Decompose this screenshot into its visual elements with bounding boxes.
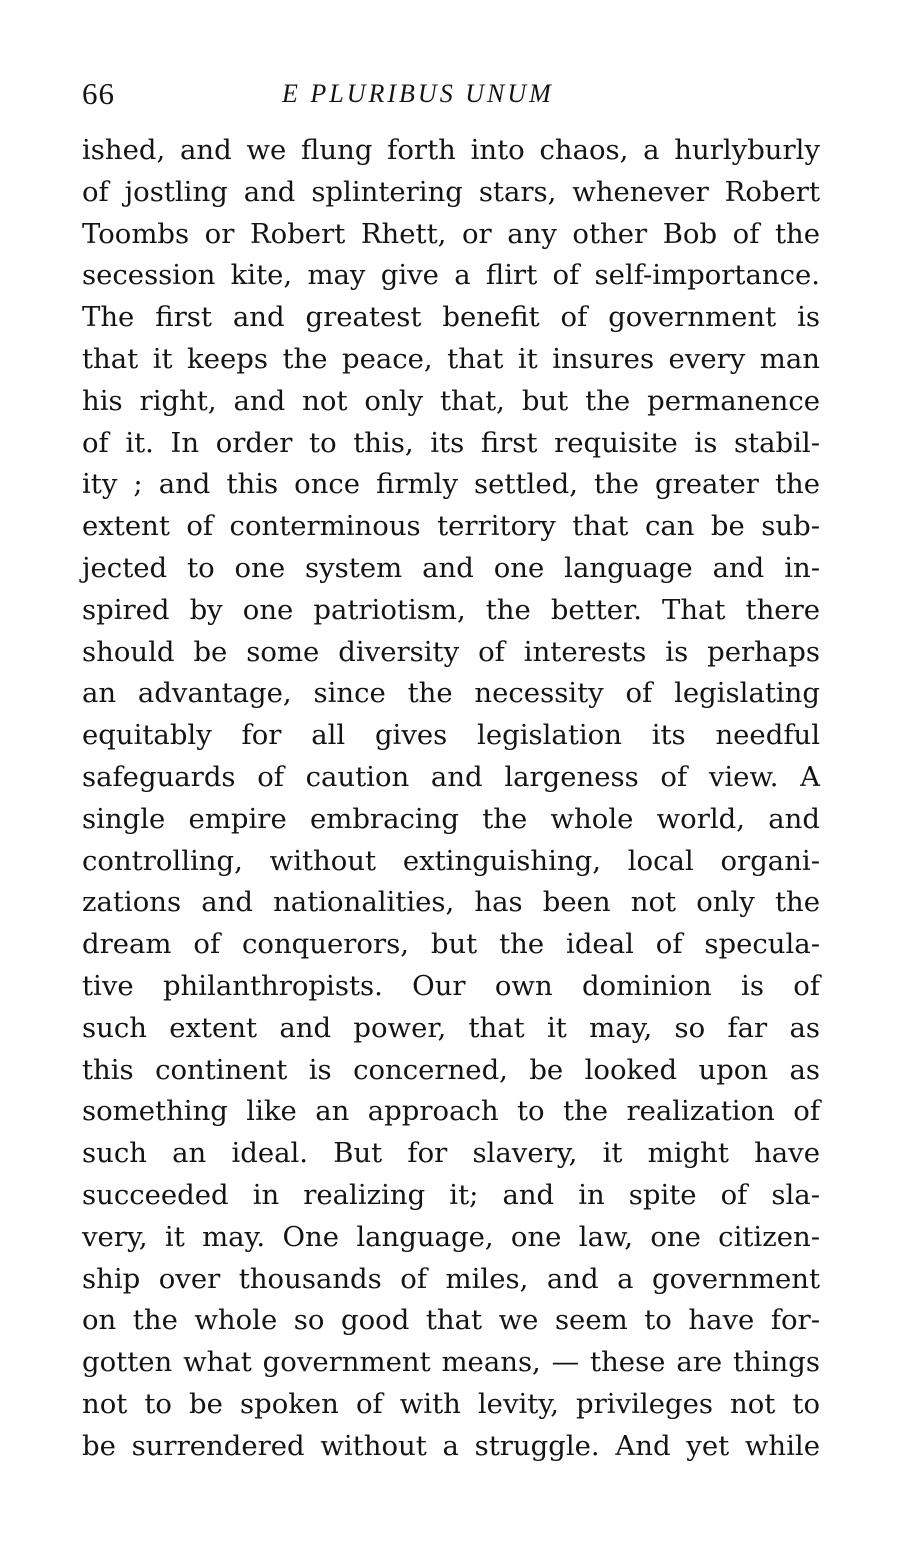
text-line-17: single empire embracing the whole world, and	[82, 802, 820, 835]
text-line-6: that it keeps the peace, that it insures every man	[82, 342, 820, 375]
text-line-23: this continent is concerned, be looked upon as	[82, 1053, 820, 1086]
text-line-26: succeeded in realizing it; and in spite of sla-	[82, 1178, 820, 1211]
body-text	[82, 130, 820, 1468]
page-number: 66	[82, 76, 115, 111]
text-line-31: not to be spoken of with levity, privileges not to	[82, 1387, 820, 1420]
text-line-4: secession kite, may give a flirt of self-importance.	[82, 259, 820, 292]
running-head	[82, 70, 820, 118]
text-line-10: extent of conterminous territory that can be sub-	[82, 510, 820, 543]
text-line-3: Toombs or Robert Rhett, or any other Bob of the	[82, 217, 820, 250]
text-line-32: be surrendered without a struggle. And yet while	[82, 1429, 820, 1462]
text-line-1: ished, and we flung forth into chaos, a hurlyburly	[82, 134, 820, 166]
text-line-27: very, it may. One language, one law, one citizen-	[82, 1220, 820, 1253]
text-line-22: such extent and power, that it may, so far as	[82, 1011, 820, 1044]
text-line-29: on the whole so good that we seem to have for-	[82, 1304, 820, 1337]
text-line-16: safeguards of caution and largeness of view. A	[82, 760, 820, 793]
text-line-14: an advantage, since the necessity of legislating	[82, 677, 820, 710]
text-line-20: dream of conquerors, but the ideal of specula-	[82, 928, 820, 961]
text-line-11: jected to one system and one language and in-	[82, 551, 820, 584]
text-line-9: ity ; and this once firmly settled, the greater the	[82, 468, 820, 501]
text-line-25: such an ideal. But for slavery, it might have	[82, 1137, 820, 1170]
text-line-15: equitably for all gives legislation its needful	[82, 719, 820, 752]
text-line-13: should be some diversity of interests is perhaps	[82, 635, 820, 668]
text-line-19: zations and nationalities, has been not only the	[82, 886, 820, 919]
text-line-30: gotten what government means, — these are things	[82, 1346, 820, 1379]
running-title: E PLURIBUS UNUM	[282, 79, 554, 108]
text-line-8: of it. In order to this, its first requisite is stabil-	[82, 426, 820, 459]
text-line-7: his right, and not only that, but the permanence	[82, 384, 820, 417]
text-line-21: tive philanthropists. Our own dominion is of	[82, 969, 820, 1002]
text-line-28: ship over thousands of miles, and a government	[82, 1262, 820, 1295]
text-line-24: something like an approach to the realization of	[82, 1095, 820, 1128]
text-line-2: of jostling and splintering stars, whenever Robert	[82, 175, 820, 208]
text-line-18: controlling, without extinguishing, local organi-	[82, 844, 820, 877]
text-line-5: The first and greatest benefit of government is	[82, 301, 820, 334]
text-line-12: spired by one patriotism, the better. That there	[82, 593, 820, 626]
